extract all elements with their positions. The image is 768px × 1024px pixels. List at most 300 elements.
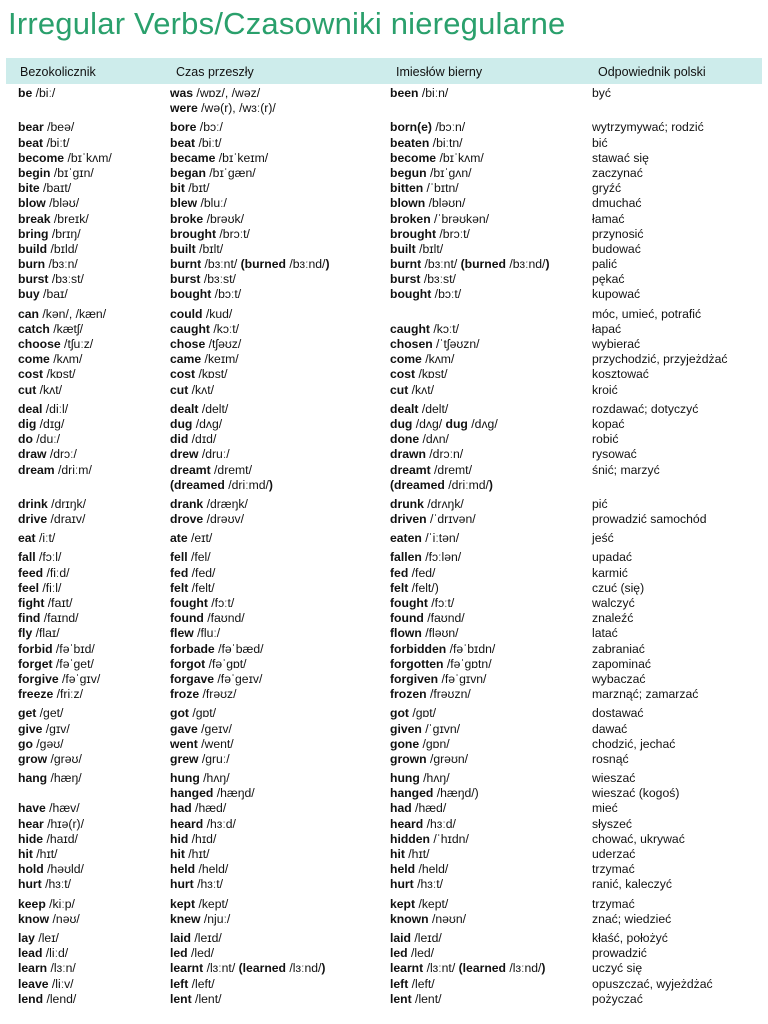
infinitive-cell: know /nəʊ/	[18, 911, 80, 926]
past-participle-cell: flown /fləʊn/	[390, 626, 459, 641]
infinitive-cell: find /faɪnd/	[18, 611, 79, 626]
past-simple-cell: got /gɒt/	[170, 706, 217, 721]
polish-cell: marznąć; zamarzać	[592, 687, 699, 702]
past-participle-cell: bought /bɔːt/	[390, 287, 462, 302]
polish-cell: znać; wiedzieć	[592, 911, 672, 926]
past-simple-cell: laid /leɪd/	[170, 930, 222, 945]
past-simple-cell: could /kud/	[170, 306, 233, 321]
past-simple-cell: dealt /delt/	[170, 401, 229, 416]
past-simple-cell: fed /fed/	[170, 565, 216, 580]
past-simple-cell: forbade /fəˈbæd/	[170, 641, 264, 656]
table-row	[0, 626, 768, 641]
polish-cell: znaleźć	[592, 611, 634, 626]
infinitive-cell: be /biː/	[18, 86, 56, 100]
table-row	[0, 912, 768, 927]
polish-cell: chować, ukrywać	[592, 831, 685, 846]
polish-cell: dmuchać	[592, 196, 642, 211]
table-row	[0, 352, 768, 367]
table-row	[0, 611, 768, 626]
past-participle-cell: lent /lent/	[390, 991, 442, 1006]
past-participle-cell: burnt /bɜːnt/ (burned /bɜːnd/)	[390, 257, 550, 272]
table-row	[0, 166, 768, 181]
past-simple-cell: hit /hɪt/	[170, 847, 210, 861]
table-row	[0, 307, 768, 322]
past-participle-cell: found /faʊnd/	[390, 611, 465, 626]
infinitive-cell: cost /kɒst/	[18, 367, 76, 382]
table-row	[0, 877, 768, 892]
polish-cell: budować	[592, 241, 641, 256]
verb-group	[0, 120, 768, 302]
header-past-participle: Imiesłów bierny	[396, 65, 483, 79]
past-participle-cell: frozen /frəʊzn/	[390, 687, 471, 702]
table-row	[0, 272, 768, 287]
infinitive-cell: lay /leɪ/	[18, 930, 59, 945]
table-row	[0, 897, 768, 912]
past-simple-cell: fought /fɔːt/	[170, 596, 235, 610]
past-participle-cell: cost /kɒst/	[390, 367, 448, 382]
polish-cell: łamać	[592, 211, 625, 226]
past-simple-cell: burnt /bɜːnt/ (burned /bɜːnd/)	[170, 257, 330, 272]
past-participle-cell: come /kʌm/	[390, 352, 455, 367]
table-row	[0, 531, 768, 546]
infinitive-cell: buy /baɪ/	[18, 287, 68, 302]
table-row	[0, 478, 768, 493]
infinitive-cell: cut /kʌt/	[18, 382, 63, 397]
past-participle-cell: been /biːn/	[390, 86, 449, 100]
past-simple-cell: bit /bɪt/	[170, 181, 210, 196]
infinitive-cell: draw /drɔː/	[18, 447, 77, 462]
infinitive-cell: feel /fiːl/	[18, 580, 62, 595]
polish-cell: dostawać	[592, 706, 644, 721]
past-simple-cell: broke /brəʊk/	[170, 211, 244, 226]
past-simple-cell: caught /kɔːt/	[170, 321, 240, 336]
past-participle-cell: heard /hɜːd/	[390, 816, 456, 831]
infinitive-cell: lead /liːd/	[18, 946, 69, 961]
past-simple-cell: built /bɪlt/	[170, 241, 224, 256]
table-row	[0, 181, 768, 196]
infinitive-cell: blow /bləʊ/	[18, 196, 80, 211]
table-row	[0, 136, 768, 151]
polish-cell: gryźć	[592, 181, 622, 196]
past-simple-cell: lent /lent/	[170, 991, 222, 1006]
table-row	[0, 383, 768, 398]
past-simple-cell: went /went/	[170, 736, 234, 751]
infinitive-cell: eat /iːt/	[18, 531, 56, 546]
past-simple-cell: beat /biːt/	[170, 135, 222, 150]
infinitive-cell: drive /draɪv/	[18, 512, 86, 527]
past-simple-cell: chose /tʃəʊz/	[170, 337, 242, 351]
table-row	[0, 706, 768, 721]
past-simple-cell: hanged /hæŋd/	[170, 786, 255, 801]
infinitive-cell: fight /faɪt/	[18, 596, 73, 610]
table-row	[0, 497, 768, 512]
polish-cell: robić	[592, 432, 619, 447]
past-participle-cell: (dreamed /driːmd/)	[390, 477, 493, 492]
polish-cell: palić	[592, 257, 618, 272]
polish-cell: opuszczać, wyjeżdżać	[592, 976, 713, 991]
infinitive-cell: drink /drɪŋk/	[18, 496, 87, 511]
header-infinitive: Bezokolicznik	[20, 65, 96, 79]
verb-group	[0, 931, 768, 1007]
past-simple-cell: kept /kept/	[170, 896, 229, 911]
infinitive-cell: dream /driːm/	[18, 462, 92, 477]
past-participle-cell: had /hæd/	[390, 801, 447, 816]
past-simple-cell: hurt /hɜːt/	[170, 877, 223, 892]
past-participle-cell: got /gɒt/	[390, 706, 437, 721]
past-participle-cell: bitten /ˈbɪtn/	[390, 181, 459, 196]
table-row	[0, 961, 768, 976]
past-simple-cell: froze /frəʊz/	[170, 687, 237, 702]
verb-group	[0, 531, 768, 546]
polish-cell: karmić	[592, 565, 628, 580]
polish-cell: chodzić, jechać	[592, 736, 676, 751]
infinitive-cell: can /kən/, /kæn/	[18, 306, 107, 321]
past-simple-cell: forgot /fəˈgɒt/	[170, 656, 247, 671]
past-participle-cell: laid /leɪd/	[390, 930, 442, 945]
polish-cell: latać	[592, 626, 618, 641]
polish-cell: kroić	[592, 382, 618, 397]
infinitive-cell: lend /lend/	[18, 991, 77, 1006]
past-simple-cell: found /faʊnd/	[170, 611, 245, 626]
infinitive-cell: forbid /fəˈbɪd/	[18, 641, 95, 656]
infinitive-cell: dig /dɪg/	[18, 416, 65, 431]
past-simple-cell: gave /geɪv/	[170, 721, 232, 736]
past-participle-cell: dealt /delt/	[390, 401, 449, 416]
past-participle-cell: known /nəʊn/	[390, 911, 467, 926]
table-row	[0, 212, 768, 227]
past-simple-cell: drew /druː/	[170, 447, 230, 462]
infinitive-cell: leave /liːv/	[18, 976, 74, 991]
table-row	[0, 322, 768, 337]
polish-cell: zaczynać	[592, 165, 643, 180]
past-participle-cell: left /left/	[390, 976, 435, 991]
polish-cell: kopać	[592, 416, 625, 431]
infinitive-cell: deal /diːl/	[18, 401, 69, 416]
past-participle-cell: fallen /fɔːlən/	[390, 550, 462, 565]
polish-cell: przychodzić, przyjeżdżać	[592, 352, 728, 367]
table-row	[0, 737, 768, 752]
table-row	[0, 86, 768, 101]
past-simple-cell: held /held/	[170, 862, 229, 877]
infinitive-cell: keep /kiːp/	[18, 896, 75, 911]
table-row	[0, 120, 768, 135]
table-row	[0, 687, 768, 702]
past-participle-cell: broken /ˈbrəʊkən/	[390, 211, 490, 226]
verb-group	[0, 897, 768, 927]
past-participle-cell: become /bɪˈkʌm/	[390, 150, 484, 165]
table-row	[0, 151, 768, 166]
infinitive-cell: feed /fiːd/	[18, 565, 70, 580]
table-row	[0, 946, 768, 961]
past-participle-cell: blown /bləʊn/	[390, 196, 466, 211]
table-row	[0, 287, 768, 302]
past-participle-cell: kept /kept/	[390, 896, 449, 911]
past-participle-cell: hit /hɪt/	[390, 847, 430, 861]
polish-cell: pożyczać	[592, 991, 643, 1006]
table-row	[0, 801, 768, 816]
table-row	[0, 931, 768, 946]
polish-cell: walczyć	[592, 596, 635, 610]
table-row	[0, 596, 768, 611]
infinitive-cell: bear /beə/	[18, 120, 75, 135]
header-polish-equivalent: Odpowiednik polski	[598, 65, 706, 79]
infinitive-cell: learn /lɜːn/	[18, 961, 76, 976]
polish-cell: prowadzić	[592, 946, 647, 961]
table-row	[0, 657, 768, 672]
past-participle-cell: forgiven /fəˈgɪvn/	[390, 671, 487, 686]
past-simple-cell: learnt /lɜːnt/ (learned /lɜːnd/)	[170, 961, 326, 976]
polish-cell: wieszać (kogoś)	[592, 786, 680, 801]
past-participle-cell: fought /fɔːt/	[390, 596, 455, 610]
past-participle-cell: forbidden /fəˈbɪdn/	[390, 641, 496, 656]
polish-cell: wybaczać	[592, 671, 646, 686]
polish-cell: czuć (się)	[592, 580, 645, 595]
verb-group	[0, 497, 768, 527]
past-participle-cell: driven /ˈdrɪvən/	[390, 512, 476, 527]
table-row	[0, 722, 768, 737]
table-row	[0, 642, 768, 657]
polish-cell: móc, umieć, potrafić	[592, 306, 702, 321]
infinitive-cell: burn /bɜːn/	[18, 257, 78, 272]
past-simple-cell: heard /hɜːd/	[170, 816, 236, 831]
polish-cell: rysować	[592, 447, 637, 462]
past-participle-cell: led /led/	[390, 946, 435, 961]
past-participle-cell: hanged /hæŋd/)	[390, 786, 479, 801]
polish-cell: rosnąć	[592, 751, 629, 766]
infinitive-cell: hit /hɪt/	[18, 847, 58, 861]
infinitive-cell: get /get/	[18, 706, 64, 721]
polish-cell: mieć	[592, 801, 618, 816]
past-participle-cell: hidden /ˈhɪdn/	[390, 831, 469, 846]
past-participle-cell: burst /bɜːst/	[390, 272, 456, 287]
past-simple-cell: had /hæd/	[170, 801, 227, 816]
past-participle-cell: built /bɪlt/	[390, 241, 444, 256]
past-simple-cell: fell /fel/	[170, 550, 211, 565]
past-simple-cell: drove /drəʊv/	[170, 512, 244, 527]
infinitive-cell: build /bɪld/	[18, 241, 78, 256]
header-past-simple: Czas przeszły	[176, 65, 254, 79]
past-participle-cell: dug /dʌg/ dug /dʌg/	[390, 416, 498, 431]
past-participle-cell: done /dʌn/	[390, 432, 449, 447]
polish-cell: wytrzymywać; rodzić	[592, 120, 704, 135]
past-simple-cell: drank /dræŋk/	[170, 496, 248, 511]
table-row	[0, 227, 768, 242]
past-participle-cell: begun /bɪˈgʌn/	[390, 165, 472, 180]
past-simple-cell: hid /hɪd/	[170, 831, 217, 846]
table-header	[6, 58, 762, 84]
infinitive-cell: hurt /hɜːt/	[18, 877, 71, 892]
polish-cell: uczyć się	[592, 961, 643, 976]
infinitive-cell: do /duː/	[18, 432, 60, 447]
past-simple-cell: knew /njuː/	[170, 911, 231, 926]
polish-cell: kupować	[592, 287, 641, 302]
past-simple-cell: did /dɪd/	[170, 432, 217, 447]
past-simple-cell: led /led/	[170, 946, 215, 961]
past-participle-cell: hurt /hɜːt/	[390, 877, 443, 892]
past-simple-cell: became /bɪˈkeɪm/	[170, 150, 269, 165]
past-simple-cell: was /wɒz/, /wəz/	[170, 86, 261, 100]
polish-cell: słyszeć	[592, 816, 632, 831]
past-participle-cell: caught /kɔːt/	[390, 321, 460, 336]
table-row	[0, 402, 768, 417]
table-row	[0, 832, 768, 847]
table-row	[0, 566, 768, 581]
polish-cell: kosztować	[592, 367, 649, 382]
infinitive-cell: catch /kætʃ/	[18, 321, 84, 336]
infinitive-cell: bring /brɪŋ/	[18, 226, 81, 241]
past-participle-cell: gone /gɒn/	[390, 736, 450, 751]
infinitive-cell: give /gɪv/	[18, 721, 70, 736]
infinitive-cell: have /hæv/	[18, 801, 80, 816]
polish-cell: być	[592, 86, 611, 100]
past-simple-cell: felt /felt/	[170, 580, 215, 595]
past-participle-cell: chosen /ˈtʃəʊzn/	[390, 337, 480, 351]
polish-cell: dawać	[592, 721, 628, 736]
polish-cell: śnić; marzyć	[592, 462, 660, 477]
infinitive-cell: bite /baɪt/	[18, 181, 72, 196]
past-participle-cell: forgotten /fəˈgɒtn/	[390, 656, 492, 671]
table-row	[0, 771, 768, 786]
past-simple-cell: were /wə(r), /wɜː(r)/	[170, 101, 276, 116]
table-row	[0, 257, 768, 272]
table-row	[0, 992, 768, 1007]
polish-cell: pić	[592, 496, 608, 511]
table-row	[0, 847, 768, 862]
infinitive-cell: forgive /fəˈgɪv/	[18, 671, 101, 686]
infinitive-cell: come /kʌm/	[18, 352, 83, 367]
table-row	[0, 581, 768, 596]
verb-group	[0, 402, 768, 493]
table-row	[0, 512, 768, 527]
table-row	[0, 786, 768, 801]
past-simple-cell: forgave /fəˈgeɪv/	[170, 671, 263, 686]
verb-group	[0, 86, 768, 116]
past-participle-cell: learnt /lɜːnt/ (learned /lɜːnd/)	[390, 961, 546, 976]
verb-table	[0, 86, 768, 1011]
polish-cell: prowadzić samochód	[592, 512, 707, 527]
table-row	[0, 672, 768, 687]
past-simple-cell: ate /eɪt/	[170, 531, 213, 546]
past-simple-cell: cost /kɒst/	[170, 367, 228, 382]
past-simple-cell: blew /bluː/	[170, 196, 227, 211]
polish-cell: rozdawać; dotyczyć	[592, 401, 699, 416]
past-simple-cell: grew /gruː/	[170, 751, 230, 766]
polish-cell: przynosić	[592, 226, 644, 241]
past-simple-cell: brought /brɔːt/	[170, 226, 250, 241]
table-row	[0, 337, 768, 352]
polish-cell: uderzać	[592, 847, 636, 861]
infinitive-cell: grow /grəʊ/	[18, 751, 82, 766]
past-participle-cell: grown /grəʊn/	[390, 751, 469, 766]
infinitive-cell: freeze /friːz/	[18, 687, 84, 702]
verb-group	[0, 771, 768, 893]
polish-cell: łapać	[592, 321, 622, 336]
infinitive-cell: hear /hɪə(r)/	[18, 816, 84, 831]
table-row	[0, 817, 768, 832]
table-row	[0, 196, 768, 211]
infinitive-cell: hold /həʊld/	[18, 862, 84, 877]
infinitive-cell: beat /biːt/	[18, 135, 70, 150]
past-participle-cell: drunk /drʌŋk/	[390, 496, 464, 511]
past-simple-cell: cut /kʌt/	[170, 382, 215, 397]
past-participle-cell: dreamt /dremt/	[390, 462, 472, 477]
polish-cell: trzymać	[592, 862, 635, 877]
polish-cell: wybierać	[592, 337, 641, 351]
infinitive-cell: break /breɪk/	[18, 211, 89, 226]
past-participle-cell: held /held/	[390, 862, 449, 877]
past-simple-cell: began /bɪˈgæn/	[170, 165, 256, 180]
past-participle-cell: eaten /ˈiːtən/	[390, 531, 460, 546]
infinitive-cell: fall /fɔːl/	[18, 550, 62, 565]
past-participle-cell: drawn /drɔːn/	[390, 447, 464, 462]
table-row	[0, 752, 768, 767]
polish-cell: trzymać	[592, 896, 635, 911]
polish-cell: kłaść, położyć	[592, 930, 668, 945]
past-simple-cell: bore /bɔː/	[170, 120, 223, 135]
infinitive-cell: burst /bɜːst/	[18, 272, 84, 287]
table-row	[0, 417, 768, 432]
past-participle-cell: born(e) /bɔːn/	[390, 120, 466, 135]
table-row	[0, 367, 768, 382]
infinitive-cell: hide /haɪd/	[18, 831, 78, 846]
past-participle-cell: beaten /biːtn/	[390, 135, 463, 150]
infinitive-cell: go /gəʊ/	[18, 736, 64, 751]
table-row	[0, 862, 768, 877]
infinitive-cell: choose /tʃuːz/	[18, 337, 94, 351]
past-simple-cell: dug /dʌg/	[170, 416, 223, 431]
polish-cell: pękać	[592, 272, 625, 287]
table-row	[0, 447, 768, 462]
polish-cell: stawać się	[592, 150, 649, 165]
polish-cell: upadać	[592, 550, 632, 565]
table-row	[0, 432, 768, 447]
infinitive-cell: forget /fəˈget/	[18, 656, 94, 671]
past-simple-cell: burst /bɜːst/	[170, 272, 236, 287]
polish-cell: jeść	[592, 531, 614, 546]
verb-group	[0, 706, 768, 767]
past-participle-cell: brought /brɔːt/	[390, 226, 470, 241]
verb-group	[0, 550, 768, 702]
past-simple-cell: left /left/	[170, 976, 215, 991]
polish-cell: wieszać	[592, 771, 636, 786]
polish-cell: bić	[592, 135, 608, 150]
table-row	[0, 550, 768, 565]
past-simple-cell: hung /hʌŋ/	[170, 771, 230, 786]
past-participle-cell: cut /kʌt/	[390, 382, 435, 397]
past-participle-cell: hung /hʌŋ/	[390, 771, 450, 786]
table-row	[0, 977, 768, 992]
infinitive-cell: fly /flaɪ/	[18, 626, 60, 641]
infinitive-cell: become /bɪˈkʌm/	[18, 150, 112, 165]
polish-cell: zapominać	[592, 656, 651, 671]
past-simple-cell: dreamt /dremt/	[170, 462, 252, 477]
past-simple-cell: bought /bɔːt/	[170, 287, 242, 302]
table-row	[0, 463, 768, 478]
table-row	[0, 101, 768, 116]
polish-cell: zabraniać	[592, 641, 645, 656]
infinitive-cell: hang /hæŋ/	[18, 771, 82, 786]
past-simple-cell: came /keɪm/	[170, 352, 239, 367]
past-participle-cell: felt /felt/)	[390, 580, 439, 595]
table-row	[0, 242, 768, 257]
infinitive-cell: begin /bɪˈgɪn/	[18, 165, 94, 180]
past-participle-cell: fed /fed/	[390, 565, 436, 580]
page-title: Irregular Verbs/Czasowniki nieregularne	[8, 6, 566, 41]
verb-group	[0, 307, 768, 398]
polish-cell: ranić, kaleczyć	[592, 877, 672, 892]
past-participle-cell: given /ˈgɪvn/	[390, 721, 461, 736]
past-simple-cell: flew /fluː/	[170, 626, 221, 641]
